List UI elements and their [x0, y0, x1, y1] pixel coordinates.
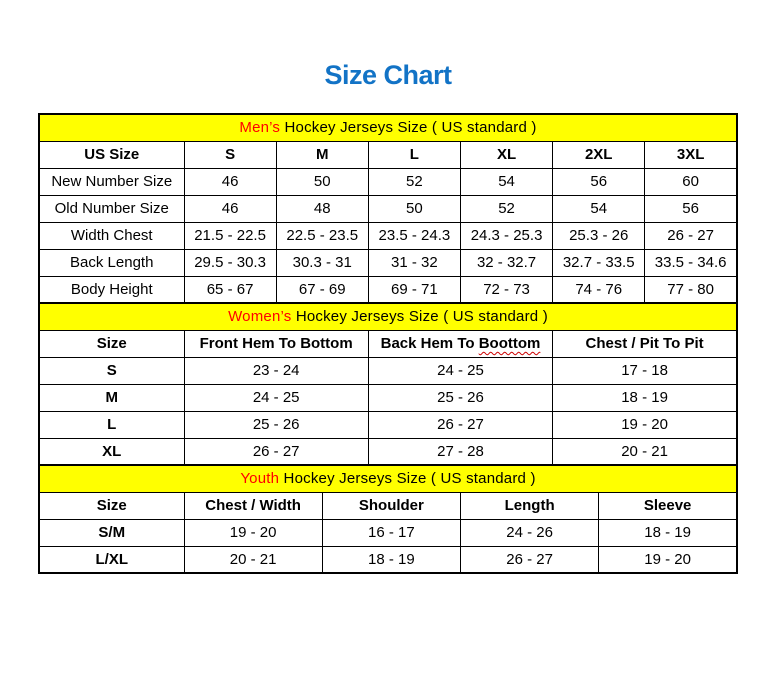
column-header: Length — [461, 492, 599, 519]
youth-section-title: Youth Hockey Jerseys Size ( US standard ) — [39, 465, 737, 492]
table-cell: 52 — [368, 168, 460, 195]
youth-header-row — [39, 492, 737, 519]
mens-header-row — [39, 141, 737, 168]
table-cell: 23.5 - 24.3 — [368, 222, 460, 249]
column-header: Sleeve — [599, 492, 737, 519]
table-cell: 32.7 - 33.5 — [553, 249, 645, 276]
table-cell: 50 — [276, 168, 368, 195]
row-label: New Number Size — [39, 168, 184, 195]
row-label: S/M — [39, 519, 184, 546]
column-header: Chest / Width — [184, 492, 322, 519]
table-cell: 48 — [276, 195, 368, 222]
table-cell: 18 - 19 — [599, 519, 737, 546]
womens-size-table — [38, 302, 738, 466]
table-cell: 16 - 17 — [322, 519, 460, 546]
row-label: L/XL — [39, 546, 184, 573]
table-cell: 74 - 76 — [553, 276, 645, 303]
table-cell: 18 - 19 — [322, 546, 460, 573]
table-cell: 25 - 26 — [368, 384, 552, 411]
table-cell: 20 - 21 — [184, 546, 322, 573]
section-title-highlight: Youth — [240, 470, 280, 488]
row-label: S — [39, 357, 184, 384]
column-header: US Size — [39, 141, 184, 168]
table-row — [39, 438, 737, 465]
table-cell: 60 — [645, 168, 737, 195]
table-cell: 54 — [553, 195, 645, 222]
womens-header-row — [39, 330, 737, 357]
column-header: L — [368, 141, 460, 168]
column-header: Front Hem To Bottom — [184, 330, 368, 357]
table-cell: 30.3 - 31 — [276, 249, 368, 276]
table-cell: 65 - 67 — [184, 276, 276, 303]
table-cell: 22.5 - 23.5 — [276, 222, 368, 249]
row-label: L — [39, 411, 184, 438]
table-row — [39, 276, 737, 303]
size-chart-tables — [38, 113, 738, 574]
table-cell: 19 - 20 — [553, 411, 737, 438]
table-cell: 56 — [553, 168, 645, 195]
column-header: 2XL — [553, 141, 645, 168]
table-cell: 25.3 - 26 — [553, 222, 645, 249]
column-header: S — [184, 141, 276, 168]
row-label: Width Chest — [39, 222, 184, 249]
section-title-highlight: Women’s — [228, 308, 292, 326]
table-cell: 17 - 18 — [553, 357, 737, 384]
table-cell: 69 - 71 — [368, 276, 460, 303]
mens-size-table — [38, 113, 738, 304]
table-cell: 46 — [184, 168, 276, 195]
table-cell: 24 - 25 — [184, 384, 368, 411]
row-label: Back Length — [39, 249, 184, 276]
table-row — [39, 384, 737, 411]
womens-band-row — [39, 303, 737, 330]
table-cell: 26 - 27 — [461, 546, 599, 573]
table-row — [39, 411, 737, 438]
table-cell: 21.5 - 22.5 — [184, 222, 276, 249]
row-label: XL — [39, 438, 184, 465]
row-label: M — [39, 384, 184, 411]
page-title: Size Chart — [324, 60, 452, 90]
table-cell: 67 - 69 — [276, 276, 368, 303]
table-cell: 72 - 73 — [460, 276, 552, 303]
table-cell: 24 - 25 — [368, 357, 552, 384]
table-cell: 24.3 - 25.3 — [460, 222, 552, 249]
table-cell: 18 - 19 — [553, 384, 737, 411]
table-cell: 23 - 24 — [184, 357, 368, 384]
table-cell: 29.5 - 30.3 — [184, 249, 276, 276]
table-row — [39, 357, 737, 384]
table-row — [39, 519, 737, 546]
table-cell: 46 — [184, 195, 276, 222]
misspelled-word: Boottom — [478, 335, 541, 352]
table-cell: 50 — [368, 195, 460, 222]
table-row — [39, 195, 737, 222]
column-header: Back Hem To Boottom — [368, 330, 552, 357]
row-label: Body Height — [39, 276, 184, 303]
section-title-highlight: Men’s — [239, 119, 281, 137]
table-cell: 19 - 20 — [184, 519, 322, 546]
table-cell: 56 — [645, 195, 737, 222]
column-header: Size — [39, 330, 184, 357]
table-cell: 26 - 27 — [368, 411, 552, 438]
table-row — [39, 222, 737, 249]
mens-band-row — [39, 114, 737, 141]
row-label: Old Number Size — [39, 195, 184, 222]
table-cell: 27 - 28 — [368, 438, 552, 465]
column-header: M — [276, 141, 368, 168]
column-header: Shoulder — [322, 492, 460, 519]
column-header: 3XL — [645, 141, 737, 168]
womens-section-title: Women’s Hockey Jerseys Size ( US standard ) — [39, 303, 737, 330]
table-cell: 26 - 27 — [645, 222, 737, 249]
table-cell: 54 — [460, 168, 552, 195]
column-header: Chest / Pit To Pit — [553, 330, 737, 357]
youth-band-row — [39, 465, 737, 492]
table-cell: 20 - 21 — [553, 438, 737, 465]
table-cell: 77 - 80 — [645, 276, 737, 303]
mens-section-title: Men’s Hockey Jerseys Size ( US standard ) — [39, 114, 737, 141]
table-row — [39, 546, 737, 573]
table-cell: 25 - 26 — [184, 411, 368, 438]
table-cell: 32 - 32.7 — [460, 249, 552, 276]
table-cell: 52 — [460, 195, 552, 222]
table-row — [39, 168, 737, 195]
table-cell: 26 - 27 — [184, 438, 368, 465]
youth-size-table — [38, 464, 738, 574]
table-cell: 24 - 26 — [461, 519, 599, 546]
table-cell: 19 - 20 — [599, 546, 737, 573]
column-header: Size — [39, 492, 184, 519]
table-cell: 33.5 - 34.6 — [645, 249, 737, 276]
table-row — [39, 249, 737, 276]
table-cell: 31 - 32 — [368, 249, 460, 276]
column-header: XL — [460, 141, 552, 168]
